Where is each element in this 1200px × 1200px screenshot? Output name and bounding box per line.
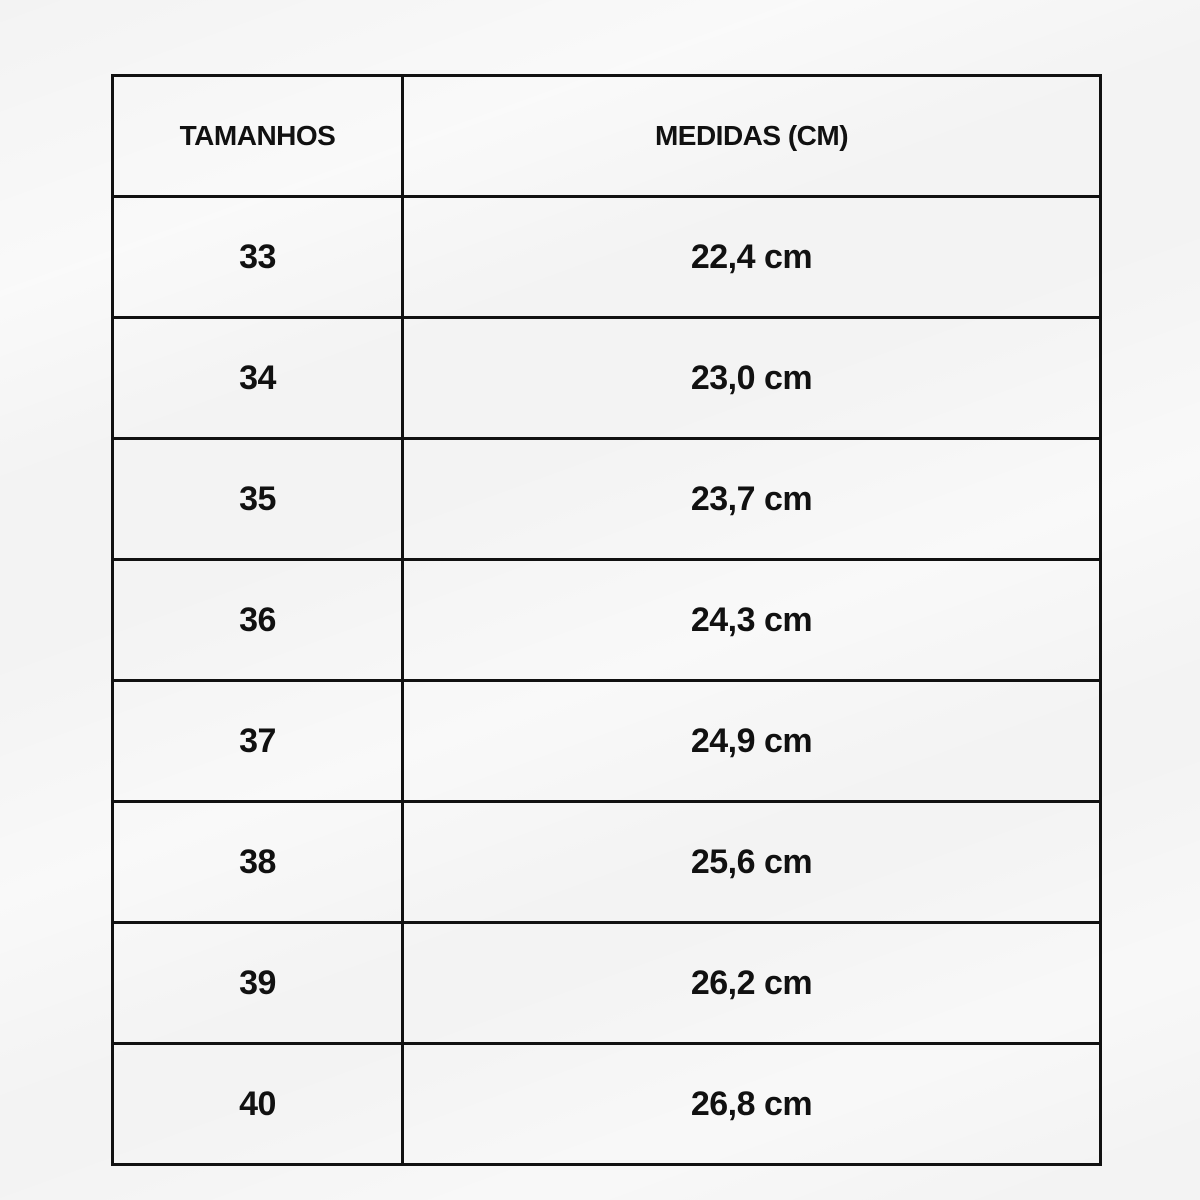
table-row (113, 439, 1101, 560)
size-chart-table (111, 74, 1102, 1166)
measure-cell: 23,0 cm (403, 318, 1101, 439)
table-row (113, 560, 1101, 681)
measure-cell: 24,3 cm (403, 560, 1101, 681)
measure-cell: 26,2 cm (403, 923, 1101, 1044)
table-row (113, 802, 1101, 923)
measure-cell: 25,6 cm (403, 802, 1101, 923)
size-cell: 37 (113, 681, 403, 802)
measure-cell: 26,8 cm (403, 1044, 1101, 1165)
table-row (113, 923, 1101, 1044)
size-cell: 35 (113, 439, 403, 560)
table-row (113, 197, 1101, 318)
header-measure: MEDIDAS (CM) (403, 76, 1101, 197)
size-cell: 36 (113, 560, 403, 681)
header-size: TAMANHOS (113, 76, 403, 197)
size-cell: 39 (113, 923, 403, 1044)
header-row (113, 76, 1101, 197)
size-cell: 38 (113, 802, 403, 923)
size-cell: 33 (113, 197, 403, 318)
size-cell: 40 (113, 1044, 403, 1165)
table-row (113, 681, 1101, 802)
size-cell: 34 (113, 318, 403, 439)
table-row (113, 318, 1101, 439)
measure-cell: 23,7 cm (403, 439, 1101, 560)
measure-cell: 24,9 cm (403, 681, 1101, 802)
table-row (113, 1044, 1101, 1165)
measure-cell: 22,4 cm (403, 197, 1101, 318)
